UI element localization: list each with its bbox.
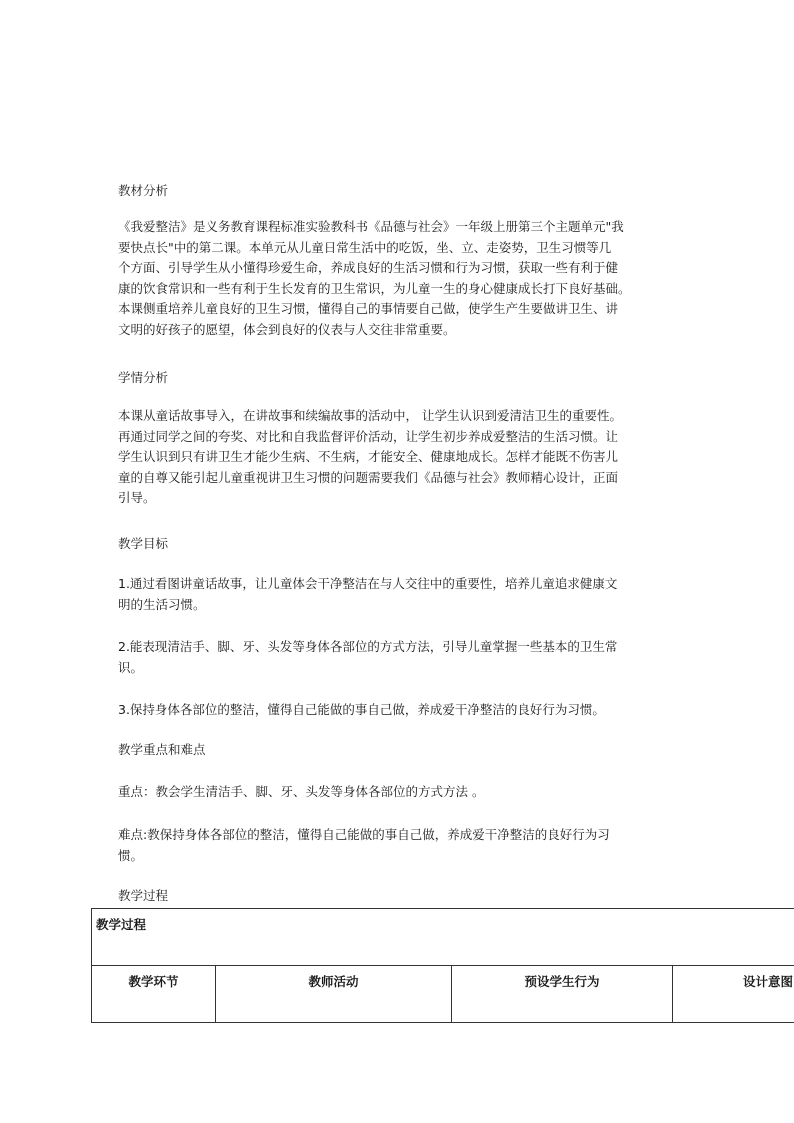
difficult-point — [118, 825, 684, 866]
material-line: 《我爱整洁》是义务教育课程标准实验教科书《品德与社会》一年级上册第三个主题单元"我 — [118, 219, 624, 234]
material-line: 本课侧重培养儿童良好的卫生习惯，懂得自己的事情要自己做，使学生产生要做讲卫生、讲 — [118, 301, 619, 316]
goal-1-line: 明的生活习惯。 — [118, 596, 206, 612]
material-line: 文明的好孩子的愿望，体会到良好的仪表与人交往非常重要。 — [118, 321, 456, 337]
keypoints-heading: 教学重点和难点 — [118, 742, 206, 757]
student-line: 学生认识到只有讲卫生才能少生病、不生病，才能安全、健康地成长。怎样才能既不伤害儿 — [118, 449, 619, 464]
material-line: 要快点长"中的第二课。本单元从儿童日常生活中的吃饭，坐、立、走姿势，卫生习惯等几 — [118, 239, 612, 255]
difficult-line: 难点:教保持身体各部位的整洁，懂得自己能做的事自己做，养成爱干净整洁的良好行为习 — [118, 827, 610, 842]
difficult-line: 惯。 — [118, 847, 144, 863]
goal-1-line: 1.通过看图讲童话故事，让儿童体会干净整洁在与人交往中的重要性，培养儿童追求健康文 — [118, 576, 618, 591]
goal-2-line: 2.能表现清洁手、脚、牙、头发等身体各部位的方式方法，引导儿童掌握一些基本的卫生常 — [118, 639, 618, 654]
goals-heading: 教学目标 — [118, 536, 169, 551]
header-cell: 教师活动 — [216, 966, 452, 1023]
table-title: 教学过程 — [92, 909, 794, 966]
material-line: 个方面、引导学生从小懂得珍爱生命，养成良好的生活习惯和行为习惯，获取一些有利于健 — [118, 260, 619, 275]
header-cell: 设计意图 — [673, 966, 794, 1023]
goal-2 — [118, 637, 684, 678]
student-line: 本课从童话故事导入，在讲故事和续编故事的活动中， 让学生认识到爱清洁卫生的重要性。 — [118, 408, 622, 423]
student-line: 再通过同学之间的夸奖、对比和自我监督评价活动，让学生初步养成爱整洁的生活习惯。让 — [118, 428, 619, 444]
student-line: 引导。 — [118, 490, 156, 505]
table-header-row — [92, 966, 794, 1023]
table-title-row — [92, 909, 794, 966]
key-point: 重点：教会学生清洁手、脚、牙、头发等身体各部位的方式方法 。 — [118, 784, 485, 799]
material-heading: 教材分析 — [118, 183, 169, 198]
student-heading: 学情分析 — [118, 370, 169, 385]
process-heading: 教学过程 — [118, 888, 169, 903]
process-table — [91, 908, 794, 1023]
header-cell: 教学环节 — [92, 966, 216, 1023]
goal-1 — [118, 574, 684, 615]
material-line: 康的饮食常识和一些有利于生长发育的卫生常识，为儿童一生的身心健康成长打下良好基础。 — [118, 280, 631, 296]
student-line: 童的自尊又能引起儿童重视讲卫生习惯的问题需要我们《品德与社会》教师精心设计，正面 — [118, 469, 619, 485]
header-cell: 预设学生行为 — [452, 966, 673, 1023]
goal-3: 3.保持身体各部位的整洁，懂得自己能做的事自己做，养成爱干净整洁的良好行为习惯。 — [118, 702, 605, 717]
material-paragraph — [118, 217, 684, 340]
student-paragraph — [118, 406, 684, 509]
goal-2-line: 识。 — [118, 659, 144, 675]
